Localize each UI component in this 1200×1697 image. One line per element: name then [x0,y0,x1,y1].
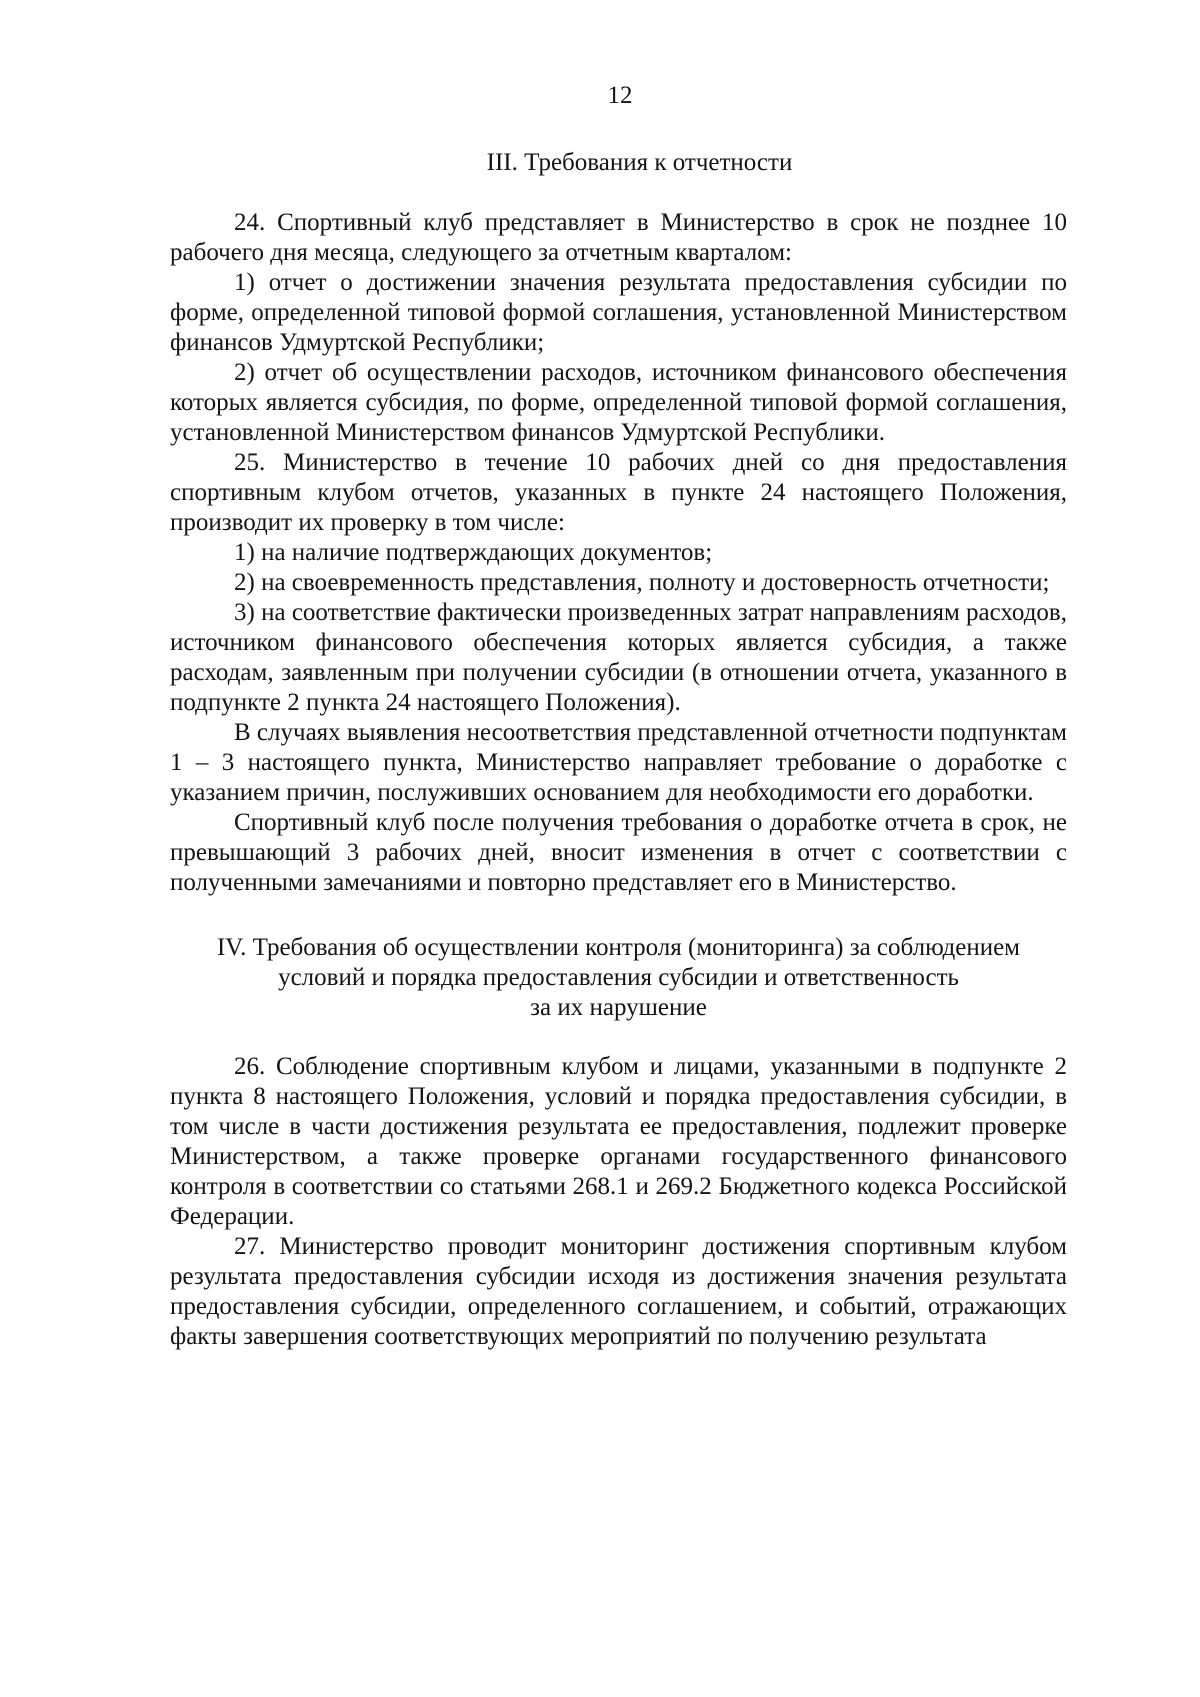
paragraph-27: 27. Министерство проводит мониторинг достижения спортивным клубом результата предоставления субсидии исходя из достижения значения результата предоставления субсидии, определенного соглашением, и событий, отражающих факты завершения соответствующих мероприятий по получению результата [170,1233,1067,1350]
paragraph-24-item-2: 2) отчет об осуществлении расходов, источником финансового обеспечения которых является субсидия, по форме, определенной типовой формой соглашения, установленной Министерством финансов Удмуртской Республики. [170,359,1067,446]
paragraph-24-item-1: 1) отчет о достижении значения результата предоставления субсидии по форме, определенной типовой формой соглашения, установленной Министерством финансов Удмуртской Республики; [170,269,1067,356]
paragraph-25-item-1: 1) на наличие подтверждающих документов; [234,539,713,566]
paragraph-24: 24. Спортивный клуб представляет в Министерство в срок не позднее 10 рабочего дня месяца, следующего за отчетным кварталом: [170,209,1067,266]
paragraph-25-item-2: 2) на своевременность представления, полноту и достоверность отчетности; [234,569,1050,596]
document-body [170,148,1067,1352]
page-number: 12 [607,82,633,109]
section-4-title [170,933,1067,1023]
section-4-title-line: условий и порядка предоставления субсидии и ответственность [278,964,959,991]
paragraph-25: 25. Министерство в течение 10 рабочих дней со дня предоставления спортивным клубом отчетов, указанных в пункте 24 настоящего Положения, производит их проверку в том числе: [170,449,1067,536]
paragraph-25-rework: Спортивный клуб после получения требования о доработке отчета в срок, не превышающий 3 рабочих дней, вносит изменения в отчет с соответствии с полученными замечаниями и повторно представляет его в Министерство. [170,809,1067,896]
paragraph-25-item-3: 3) на соответствие фактически произведенных затрат направлениям расходов, источником финансового обеспечения которых является субсидия, а также расходам, заявленным при получении субсидии (в отношении отчета, указанного в подпункте 2 пункта 24 настоящего Положения). [170,599,1067,716]
section-4-title-line: за их нарушение [530,994,707,1021]
paragraph-26: 26. Соблюдение спортивным клубом и лицами, указанными в подпункте 2 пункта 8 настоящего Положения, условий и порядка предоставления субсидии, в том числе в части достижения результата ее предоставления, подлежит проверке Министерством, а также проверке органами государственного финансового контроля в соответствии со статьями 268.1 и 269.2 Бюджетного кодекса Российской Федерации. [170,1053,1067,1230]
section-3-title: III. Требования к отчетности [486,149,793,176]
section-4-title-line: IV. Требования об осуществлении контроля (мониторинга) за соблюдением [216,934,1020,961]
paragraph-25-mismatch: В случаях выявления несоответствия представленной отчетности подпунктам 1 – 3 настоящего пункта, Министерство направляет требование о доработке с указанием причин, послуживших основанием для необходимости его доработки. [170,719,1067,806]
